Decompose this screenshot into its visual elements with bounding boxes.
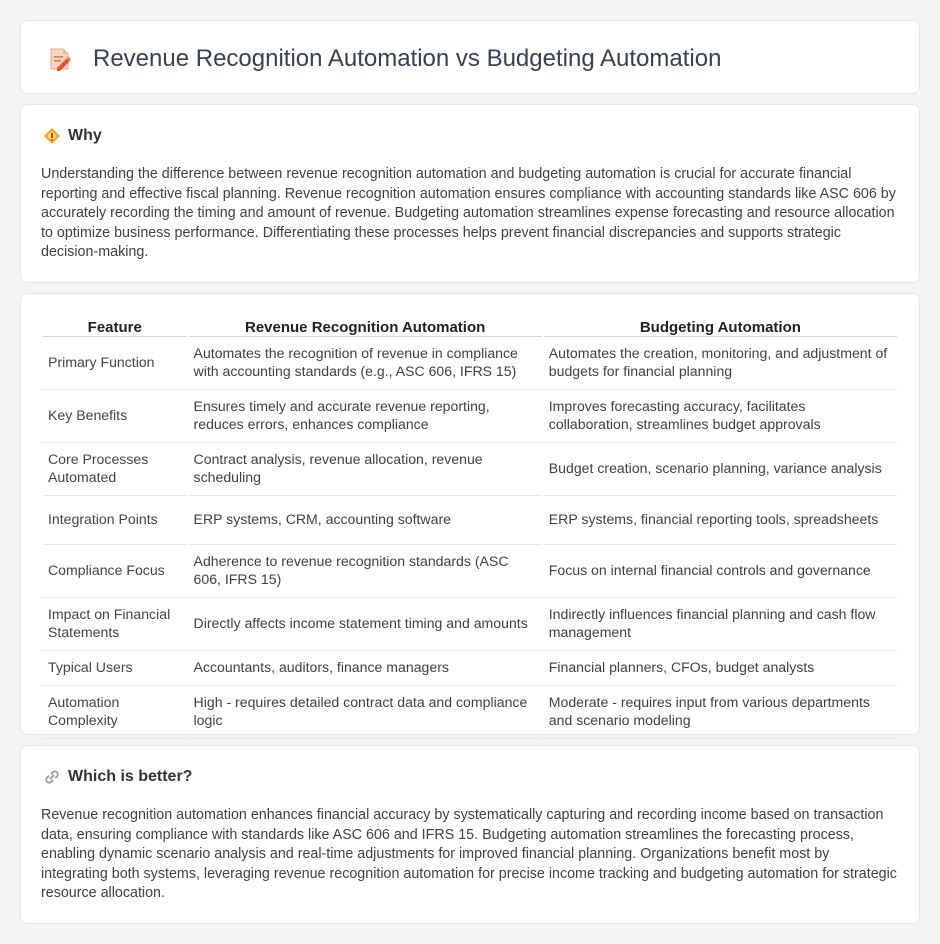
comparison-table — [41, 317, 899, 739]
feature-cell: Key Benefits — [43, 390, 187, 443]
feature-cell: Impact on Financial Statements — [43, 598, 187, 651]
budgeting-cell: Moderate - requires input from various departments and scenario modeling — [544, 686, 897, 739]
feature-cell: Typical Users — [43, 651, 187, 686]
page-title: Revenue Recognition Automation vs Budgeting Automation — [93, 45, 722, 72]
which-is-better-card — [20, 745, 920, 924]
budgeting-cell: Focus on internal financial controls and governance — [544, 545, 897, 598]
diamond-signal-icon — [43, 127, 61, 145]
why-paragraph: Understanding the difference between revenue recognition automation and budgeting automation is crucial for accurate financial reporting and effective fiscal planning. Revenue recognition automation ensures compliance with accounting standards like ASC 606 by accurately recording the timing and amount of revenue. Budgeting automation streamlines expense forecasting and resource allocation to optimize business performance. Differentiating these processes helps prevent financial discrepancies and supports strategic decision-making. — [41, 166, 896, 261]
revenue-recognition-cell: ERP systems, CRM, accounting software — [189, 496, 542, 545]
link-icon — [43, 768, 61, 786]
revenue-recognition-cell: Contract analysis, revenue allocation, revenue scheduling — [189, 443, 542, 496]
why-card — [20, 104, 920, 283]
table-row — [43, 686, 897, 739]
comparison-card — [20, 293, 920, 735]
revenue-recognition-cell: High - requires detailed contract data and compliance logic — [189, 686, 542, 739]
why-heading: Why — [68, 127, 102, 144]
revenue-recognition-cell: Automates the recognition of revenue in compliance with accounting standards (e.g., ASC 606, IFRS 15) — [189, 337, 542, 390]
column-header-revenue-recognition: Revenue Recognition Automation — [189, 317, 542, 337]
table-row — [43, 496, 897, 545]
revenue-recognition-cell: Directly affects income statement timing and amounts — [189, 598, 542, 651]
better-heading-row — [43, 768, 192, 786]
budgeting-cell: Automates the creation, monitoring, and adjustment of budgets for financial planning — [544, 337, 897, 390]
feature-cell: Core Processes Automated — [43, 443, 187, 496]
table-row — [43, 390, 897, 443]
feature-cell: Automation Complexity — [43, 686, 187, 739]
feature-cell: Primary Function — [43, 337, 187, 390]
table-header-row — [43, 317, 897, 337]
budgeting-cell: Indirectly influences financial planning and cash flow management — [544, 598, 897, 651]
document-pen-icon — [47, 46, 73, 72]
title-row — [47, 45, 721, 73]
better-paragraph: Revenue recognition automation enhances financial accuracy by systematically capturing and recording income based on transaction data, ensuring compliance with standards like ASC 606 and IFRS 15. Budgeting automation streamlines the forecasting process, enabling dynamic scenario analysis and real-time adjustments for improved financial planning. Organizations benefit most by integrating both systems, leveraging revenue recognition automation for precise income tracking and budgeting automation for strategic resource allocation. — [41, 807, 897, 902]
column-header-budgeting: Budgeting Automation — [544, 317, 897, 337]
budgeting-cell: ERP systems, financial reporting tools, spreadsheets — [544, 496, 897, 545]
column-header-feature: Feature — [43, 317, 187, 337]
table-row — [43, 337, 897, 390]
feature-cell: Integration Points — [43, 496, 187, 545]
revenue-recognition-cell: Accountants, auditors, finance managers — [189, 651, 542, 686]
table-row — [43, 598, 897, 651]
budgeting-cell: Financial planners, CFOs, budget analysts — [544, 651, 897, 686]
revenue-recognition-cell: Ensures timely and accurate revenue reporting, reduces errors, enhances compliance — [189, 390, 542, 443]
revenue-recognition-cell: Adherence to revenue recognition standards (ASC 606, IFRS 15) — [189, 545, 542, 598]
table-row — [43, 545, 897, 598]
budgeting-cell: Budget creation, scenario planning, variance analysis — [544, 443, 897, 496]
budgeting-cell: Improves forecasting accuracy, facilitates collaboration, streamlines budget approvals — [544, 390, 897, 443]
title-card — [20, 20, 920, 94]
table-row — [43, 443, 897, 496]
better-heading: Which is better? — [68, 768, 193, 785]
why-heading-row — [43, 127, 102, 145]
feature-cell: Compliance Focus — [43, 545, 187, 598]
table-row — [43, 651, 897, 686]
